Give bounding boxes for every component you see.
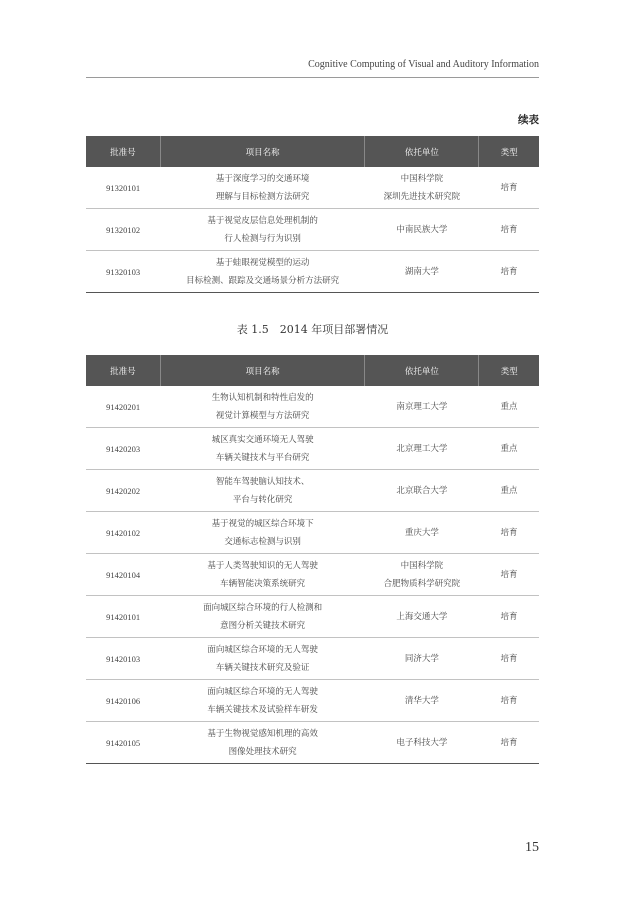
- cell-type: [479, 512, 539, 554]
- cell-type-line: 培育: [500, 182, 518, 193]
- cell-approval-number: [86, 470, 160, 512]
- cell-project-name-line: 目标检测、跟踪及交通场景分析方法研究: [186, 275, 340, 286]
- cell-approval-number-line: 91320103: [106, 266, 141, 277]
- cell-type-line: 重点: [500, 443, 518, 454]
- cell-project-name-line: 平台与转化研究: [232, 494, 293, 505]
- cell-project-name-line: 生物认知机制和特性启发的: [211, 392, 314, 403]
- cell-institution-line: 合肥物质科学研究院: [383, 578, 461, 589]
- cell-type: [479, 428, 539, 470]
- cell-approval-number-line: 91420103: [106, 653, 141, 664]
- cell-project-name-line: 基于人类驾驶知识的无人驾驶: [207, 560, 318, 571]
- cell-institution-line: 深圳先进技术研究院: [383, 191, 461, 202]
- cell-institution: [365, 680, 479, 722]
- table-row: [86, 554, 539, 596]
- column-header-institution: 依托单位: [365, 136, 479, 167]
- cell-project-name-line: 城区真实交通环境无人驾驶: [211, 434, 314, 445]
- cell-project-name-line: 智能车驾驶脑认知技术、: [215, 476, 310, 487]
- cell-institution-line: 中南民族大学: [396, 224, 448, 235]
- cell-approval-number: [86, 596, 160, 638]
- cell-institution: [365, 470, 479, 512]
- cell-approval-number-line: 91420101: [106, 611, 141, 622]
- table-row: [86, 638, 539, 680]
- table-row: [86, 209, 539, 251]
- running-head-title: Cognitive Computing of Visual and Auditory Information: [308, 59, 539, 70]
- cell-type-line: 培育: [500, 527, 518, 538]
- cell-project-name-line: 视觉计算模型与方法研究: [215, 410, 310, 421]
- table-header-row: [86, 136, 539, 167]
- cell-project-name: [160, 209, 365, 251]
- cell-type-line: 培育: [500, 737, 518, 748]
- cell-project-name: [160, 596, 365, 638]
- column-header-project-name: 项目名称: [160, 355, 365, 386]
- column-header-type: 类型: [479, 136, 539, 167]
- cell-approval-number-line: 91420106: [106, 695, 141, 706]
- cell-institution-line: 南京理工大学: [396, 401, 448, 412]
- cell-type: [479, 596, 539, 638]
- table-row: [86, 428, 539, 470]
- table-row: [86, 470, 539, 512]
- cell-institution-line: 北京联合大学: [396, 485, 448, 496]
- table-row: [86, 722, 539, 764]
- cell-approval-number-line: 91420203: [106, 443, 141, 454]
- continued-project-table: [86, 136, 539, 293]
- column-header-type: 类型: [479, 355, 539, 386]
- cell-type: [479, 680, 539, 722]
- cell-institution: [365, 554, 479, 596]
- cell-institution: [365, 386, 479, 428]
- cell-approval-number-line: 91420202: [106, 485, 141, 496]
- cell-type-line: 培育: [500, 569, 518, 580]
- cell-project-name-line: 图像处理技术研究: [228, 746, 297, 757]
- cell-approval-number-line: 91420104: [106, 569, 141, 580]
- cell-institution: [365, 722, 479, 764]
- cell-project-name-line: 基于蛙眼视觉模型的运动: [215, 257, 310, 268]
- cell-type: [479, 209, 539, 251]
- cell-type-line: 培育: [500, 611, 518, 622]
- cell-institution: [365, 596, 479, 638]
- cell-approval-number: [86, 680, 160, 722]
- cell-approval-number-line: 91420102: [106, 527, 141, 538]
- table-row: [86, 251, 539, 293]
- cell-approval-number: [86, 638, 160, 680]
- page-number: 15: [525, 840, 539, 855]
- cell-approval-number: [86, 167, 160, 209]
- cell-project-name-line: 车辆关键技术及试验样车研发: [207, 704, 318, 715]
- cell-institution: [365, 428, 479, 470]
- cell-institution: [365, 167, 479, 209]
- table-body: [86, 386, 539, 764]
- cell-institution-line: 重庆大学: [404, 527, 439, 538]
- cell-institution-line: 电子科技大学: [396, 737, 448, 748]
- cell-institution: [365, 638, 479, 680]
- table-body: [86, 167, 539, 293]
- cell-project-name: [160, 386, 365, 428]
- table-row: [86, 512, 539, 554]
- header-rule: [86, 77, 539, 78]
- column-header-number: 批准号: [86, 136, 160, 167]
- cell-institution: [365, 209, 479, 251]
- cell-project-name-line: 车辆智能决策系统研究: [220, 578, 306, 589]
- cell-institution: [365, 251, 479, 293]
- cell-type: [479, 251, 539, 293]
- cell-project-name: [160, 512, 365, 554]
- cell-project-name-line: 交通标志检测与识别: [224, 536, 301, 547]
- cell-project-name: [160, 638, 365, 680]
- cell-institution-line: 上海交通大学: [396, 611, 448, 622]
- cell-type-line: 重点: [500, 401, 518, 412]
- cell-approval-number-line: 91320102: [106, 224, 141, 235]
- cell-project-name: [160, 251, 365, 293]
- cell-project-name-line: 理解与目标检测方法研究: [215, 191, 310, 202]
- cell-type: [479, 470, 539, 512]
- cell-institution-line: 湖南大学: [404, 266, 439, 277]
- cell-project-name-line: 意图分析关键技术研究: [220, 620, 306, 631]
- cell-institution-line: 清华大学: [404, 695, 439, 706]
- cell-type-line: 培育: [500, 653, 518, 664]
- cell-project-name: [160, 680, 365, 722]
- column-header-project-name: 项目名称: [160, 136, 365, 167]
- cell-project-name-line: 车辆关键技术研究及验证: [215, 662, 310, 673]
- cell-approval-number: [86, 554, 160, 596]
- cell-institution-line: 北京理工大学: [396, 443, 448, 454]
- cell-project-name-line: 行人检测与行为识别: [224, 233, 301, 244]
- cell-type-line: 培育: [500, 695, 518, 706]
- cell-project-name: [160, 428, 365, 470]
- cell-type: [479, 638, 539, 680]
- cell-institution: [365, 512, 479, 554]
- table-row: [86, 680, 539, 722]
- cell-approval-number: [86, 428, 160, 470]
- table-row: [86, 167, 539, 209]
- cell-type-line: 培育: [500, 266, 518, 277]
- cell-project-name-line: 基于生物视觉感知机理的高效: [207, 728, 318, 739]
- cell-institution-line: 中国科学院: [400, 173, 444, 184]
- cell-approval-number-line: 91420105: [106, 737, 141, 748]
- cell-institution-line: 中国科学院: [400, 560, 444, 571]
- table-caption: 表 1.5 2014 年项目部署情况: [236, 323, 389, 336]
- cell-approval-number: [86, 251, 160, 293]
- cell-type: [479, 386, 539, 428]
- cell-approval-number-line: 91320101: [106, 182, 141, 193]
- cell-project-name-line: 基于视觉的城区综合环境下: [211, 518, 314, 529]
- cell-project-name-line: 面向城区综合环境的无人驾驶: [207, 644, 318, 655]
- cell-approval-number: [86, 722, 160, 764]
- cell-approval-number: [86, 209, 160, 251]
- cell-project-name-line: 面向城区综合环境的无人驾驶: [207, 686, 318, 697]
- cell-project-name-line: 基于视觉皮层信息处理机制的: [207, 215, 318, 226]
- cell-approval-number: [86, 512, 160, 554]
- cell-approval-number-line: 91420201: [106, 401, 141, 412]
- cell-institution-line: 同济大学: [404, 653, 439, 664]
- cell-project-name: [160, 554, 365, 596]
- cell-project-name: [160, 722, 365, 764]
- table-row: [86, 386, 539, 428]
- table-row: [86, 596, 539, 638]
- cell-type: [479, 554, 539, 596]
- cell-project-name-line: 面向城区综合环境的行人检测和: [203, 602, 323, 613]
- cell-type-line: 重点: [500, 485, 518, 496]
- cell-type-line: 培育: [500, 224, 518, 235]
- cell-type: [479, 167, 539, 209]
- table-header-row: [86, 355, 539, 386]
- cell-project-name-line: 车辆关键技术与平台研究: [215, 452, 310, 463]
- cell-project-name-line: 基于深度学习的交通环境: [215, 173, 310, 184]
- column-header-institution: 依托单位: [365, 355, 479, 386]
- project-deployment-2014-table: [86, 355, 539, 764]
- cell-project-name: [160, 470, 365, 512]
- cell-project-name: [160, 167, 365, 209]
- column-header-number: 批准号: [86, 355, 160, 386]
- cell-approval-number: [86, 386, 160, 428]
- cell-type: [479, 722, 539, 764]
- table-continued-label: 续表: [518, 114, 539, 126]
